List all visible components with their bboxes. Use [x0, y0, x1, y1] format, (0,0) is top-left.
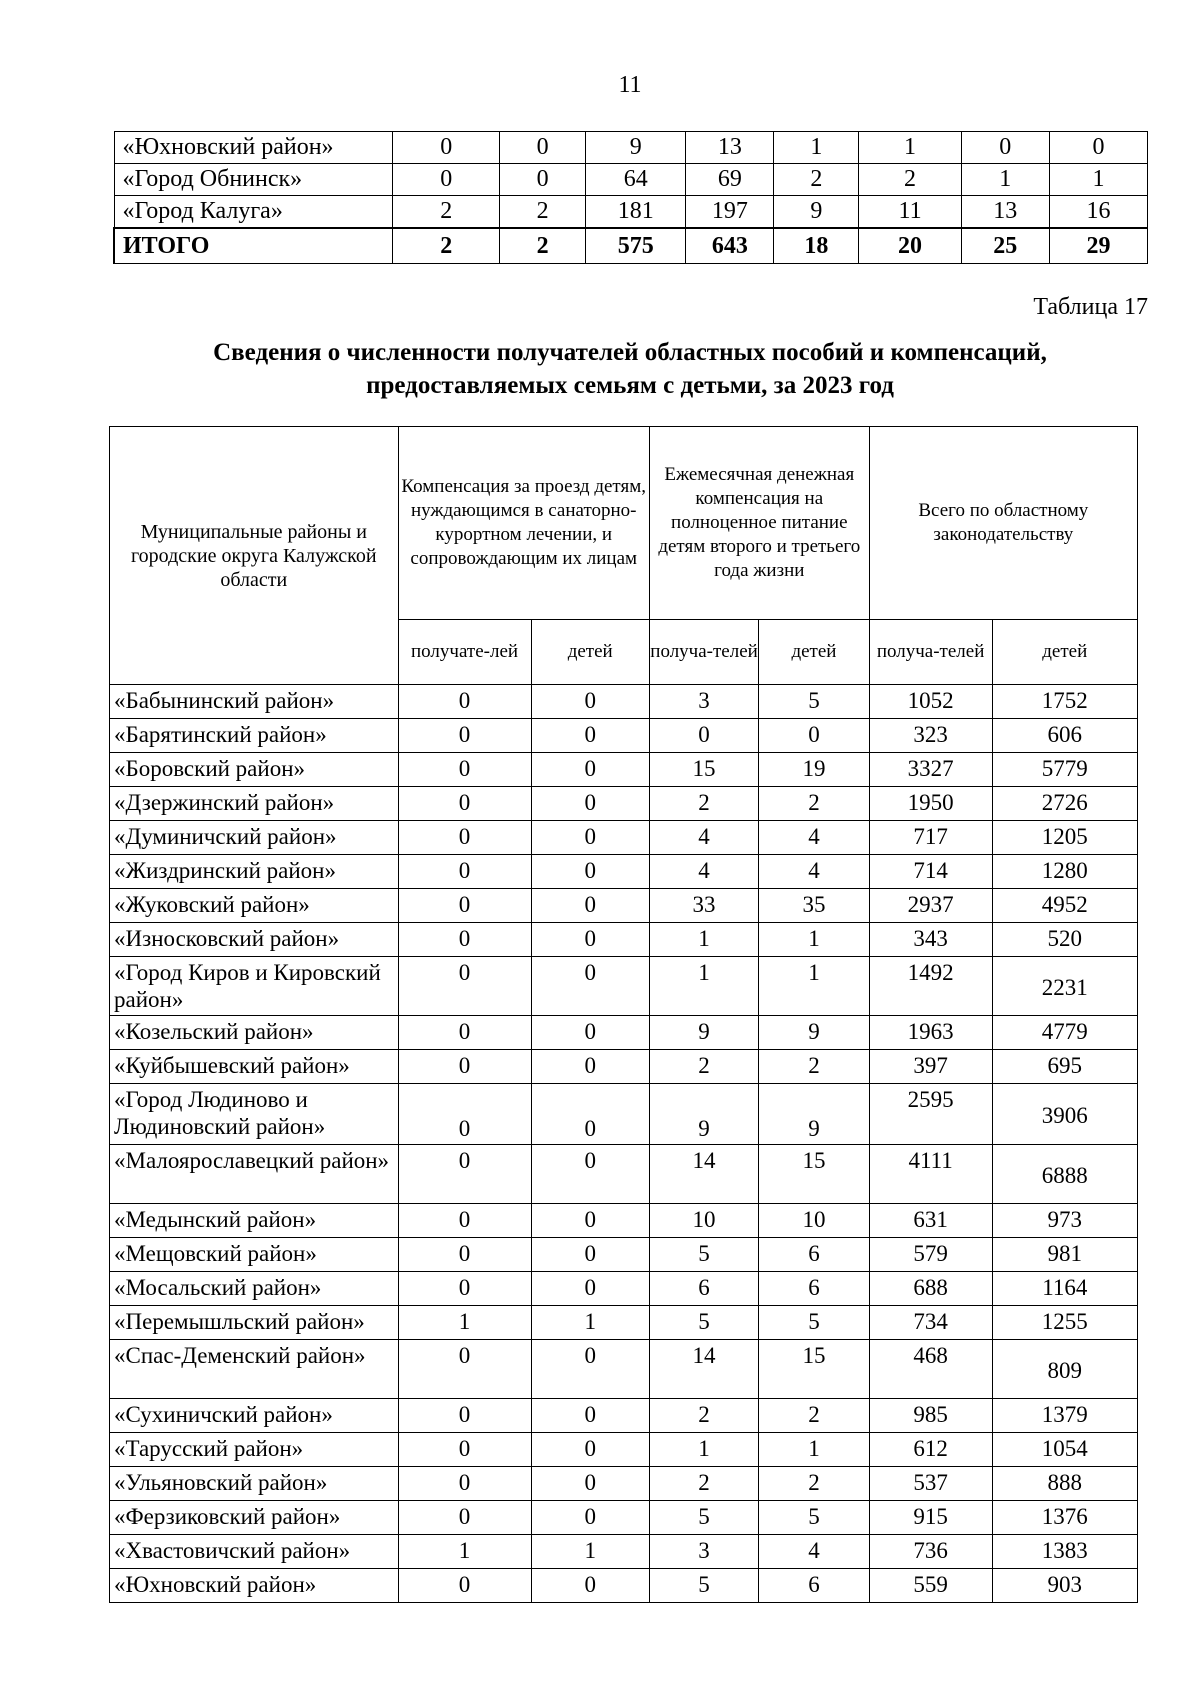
cell-value: 1: [531, 1535, 649, 1569]
cell-value: 9: [759, 1016, 869, 1050]
table-row: [110, 753, 1138, 787]
cell-value: 3: [649, 1535, 758, 1569]
cell-value: 4: [759, 821, 869, 855]
cell-value: 0: [398, 1399, 531, 1433]
subheader-children: детей: [992, 620, 1137, 685]
cell-value: 2: [649, 1399, 758, 1433]
row-name: «Город Киров и Кировский район»: [110, 957, 399, 1016]
cell-value: 197: [686, 196, 774, 229]
table-title-line-1: Сведения о численности получателей областных пособий и компенсаций,: [213, 339, 1047, 366]
table-title-line-2: предоставляемых семьям с детьми, за 2023 год: [366, 372, 894, 399]
cell-value: 16: [1049, 196, 1147, 229]
row-name: «Барятинский район»: [110, 719, 399, 753]
cell-value: 2: [393, 228, 500, 264]
subheader-children: детей: [531, 620, 649, 685]
table-row: [110, 1204, 1138, 1238]
table-label: Таблица 17: [1033, 294, 1148, 320]
table-row: [110, 1306, 1138, 1340]
cell-value: 606: [992, 719, 1137, 753]
cell-value: 0: [398, 957, 531, 1016]
table-row: [110, 719, 1138, 753]
cell-value: 2: [774, 164, 859, 196]
row-name: «Город Обнинск»: [114, 164, 393, 196]
table-row: [110, 1050, 1138, 1084]
cell-value: 0: [398, 1501, 531, 1535]
cell-value: 0: [531, 685, 649, 719]
cell-value: 15: [759, 1340, 869, 1399]
cell-value: 0: [398, 787, 531, 821]
cell-value: 0: [398, 1204, 531, 1238]
page-number: 11: [618, 72, 642, 98]
table-row: [110, 1084, 1138, 1145]
cell-value: 0: [500, 164, 586, 196]
cell-value: 6: [759, 1272, 869, 1306]
cell-value: 1: [759, 923, 869, 957]
cell-value: 0: [398, 1340, 531, 1399]
cell-value: 643: [686, 228, 774, 264]
cell-value: 25: [961, 228, 1049, 264]
row-name: «Медынский район»: [110, 1204, 399, 1238]
row-name: «Юхновский район»: [114, 132, 393, 164]
cell-value: 1: [398, 1306, 531, 1340]
cell-value: 2726: [992, 787, 1137, 821]
cell-value: 5779: [992, 753, 1137, 787]
table-row: [110, 685, 1138, 719]
cell-value: 0: [531, 1050, 649, 1084]
cell-value: 5: [759, 1306, 869, 1340]
cell-value: 1: [649, 957, 758, 1016]
cell-value: 33: [649, 889, 758, 923]
cell-value: 559: [869, 1569, 992, 1603]
cell-value: 5: [649, 1501, 758, 1535]
cell-value: 1: [759, 1433, 869, 1467]
cell-value: 0: [393, 164, 500, 196]
cell-value: 736: [869, 1535, 992, 1569]
cell-value: 0: [531, 787, 649, 821]
cell-value: 1: [859, 132, 961, 164]
cell-value: 4: [649, 821, 758, 855]
cell-value: 2: [649, 787, 758, 821]
cell-value: 0: [500, 132, 586, 164]
row-name: «Мещовский район»: [110, 1238, 399, 1272]
cell-value: 0: [398, 889, 531, 923]
cell-value: 0: [531, 957, 649, 1016]
cell-value: 0: [759, 719, 869, 753]
cell-value: 5: [649, 1306, 758, 1340]
cell-value: 19: [759, 753, 869, 787]
cell-value: 4: [759, 1535, 869, 1569]
table-row: [110, 855, 1138, 889]
cell-value: 612: [869, 1433, 992, 1467]
cell-value: 0: [1049, 132, 1147, 164]
cell-value: 0: [531, 1399, 649, 1433]
cell-value: 2: [393, 196, 500, 229]
cell-value: 1: [759, 957, 869, 1016]
cell-value: 14: [649, 1340, 758, 1399]
cell-value: 1379: [992, 1399, 1137, 1433]
cell-value: 14: [649, 1145, 758, 1204]
cell-value: 537: [869, 1467, 992, 1501]
row-name: «Козельский район»: [110, 1016, 399, 1050]
cell-value: 0: [531, 719, 649, 753]
cell-value: 9: [649, 1084, 758, 1145]
cell-value: 6: [649, 1272, 758, 1306]
cell-value: 0: [398, 923, 531, 957]
cell-value: 1: [398, 1535, 531, 1569]
cell-value: 323: [869, 719, 992, 753]
cell-value: 13: [961, 196, 1049, 229]
cell-value: 579: [869, 1238, 992, 1272]
cell-value: 397: [869, 1050, 992, 1084]
row-name: «Ферзиковский район»: [110, 1501, 399, 1535]
cell-value: 809: [992, 1340, 1137, 1399]
cell-value: 1164: [992, 1272, 1137, 1306]
cell-value: 15: [649, 753, 758, 787]
cell-value: 1963: [869, 1016, 992, 1050]
table-row: [110, 889, 1138, 923]
cell-value: 1376: [992, 1501, 1137, 1535]
header-nutrition-compensation: Ежемесячная денежная компенсация на полноценное питание детям второго и третьего года жизни: [649, 427, 869, 620]
row-name: «Думиничский район»: [110, 821, 399, 855]
cell-value: 0: [398, 1272, 531, 1306]
cell-value: 35: [759, 889, 869, 923]
row-name: «Ульяновский район»: [110, 1467, 399, 1501]
table-row: [110, 1272, 1138, 1306]
cell-value: 520: [992, 923, 1137, 957]
subheader-recipients: получате-лей: [398, 620, 531, 685]
table-row: [110, 1535, 1138, 1569]
cell-value: 888: [992, 1467, 1137, 1501]
cell-value: 0: [398, 855, 531, 889]
cell-value: 0: [398, 719, 531, 753]
cell-value: 0: [531, 1340, 649, 1399]
cell-value: 2: [500, 228, 586, 264]
row-name: «Куйбышевский район»: [110, 1050, 399, 1084]
cell-value: 5: [649, 1238, 758, 1272]
cell-value: 2: [859, 164, 961, 196]
table-row: [110, 923, 1138, 957]
cell-value: 0: [531, 1433, 649, 1467]
row-name: «Мосальский район»: [110, 1272, 399, 1306]
row-name: «Юхновский район»: [110, 1569, 399, 1603]
cell-value: 981: [992, 1238, 1137, 1272]
table-row: [110, 821, 1138, 855]
cell-value: 18: [774, 228, 859, 264]
cell-value: 1: [649, 923, 758, 957]
row-name: «Жиздринский район»: [110, 855, 399, 889]
cell-value: 695: [992, 1050, 1137, 1084]
subheader-recipients: получа-телей: [649, 620, 758, 685]
table-row: [110, 1340, 1138, 1399]
cell-value: 9: [649, 1016, 758, 1050]
cell-value: 343: [869, 923, 992, 957]
subheader-children: детей: [759, 620, 869, 685]
cell-value: 0: [531, 1016, 649, 1050]
cell-value: 0: [393, 132, 500, 164]
top-table-body: [114, 132, 1148, 264]
cell-value: 5: [759, 685, 869, 719]
cell-value: 3906: [992, 1084, 1137, 1145]
cell-value: 69: [686, 164, 774, 196]
cell-value: 1752: [992, 685, 1137, 719]
cell-value: 0: [398, 1016, 531, 1050]
table-row: [110, 787, 1138, 821]
cell-value: 0: [531, 821, 649, 855]
table-title: [0, 336, 1200, 402]
row-name: «Жуковский район»: [110, 889, 399, 923]
cell-value: 0: [531, 1084, 649, 1145]
cell-value: 0: [398, 1084, 531, 1145]
row-name: «Износковский район»: [110, 923, 399, 957]
cell-value: 973: [992, 1204, 1137, 1238]
cell-value: 0: [531, 1467, 649, 1501]
cell-value: 4111: [869, 1145, 992, 1204]
cell-value: 1052: [869, 685, 992, 719]
table-row: [110, 1145, 1138, 1204]
cell-value: 1: [1049, 164, 1147, 196]
cell-value: 688: [869, 1272, 992, 1306]
row-name: «Дзержинский район»: [110, 787, 399, 821]
header-travel-compensation: Компенсация за проезд детям, нуждающимся в санаторно-курортном лечении, и сопровождающим их лицам: [398, 427, 649, 620]
row-name: «Город Калуга»: [114, 196, 393, 229]
cell-value: 985: [869, 1399, 992, 1433]
cell-value: 0: [398, 1238, 531, 1272]
cell-value: 0: [531, 855, 649, 889]
cell-value: 2: [759, 1467, 869, 1501]
cell-value: 2595: [869, 1084, 992, 1145]
cell-value: 734: [869, 1306, 992, 1340]
recipients-table-body: [110, 685, 1138, 1603]
cell-value: 9: [774, 196, 859, 229]
cell-value: 0: [398, 685, 531, 719]
recipients-table: [109, 426, 1138, 1603]
cell-value: 10: [759, 1204, 869, 1238]
cell-value: 468: [869, 1340, 992, 1399]
cell-value: 0: [398, 1467, 531, 1501]
cell-value: 1: [961, 164, 1049, 196]
cell-value: 4: [649, 855, 758, 889]
row-name: ИТОГО: [114, 228, 393, 264]
cell-value: 0: [398, 1145, 531, 1204]
table-row: [114, 228, 1148, 264]
cell-value: 4: [759, 855, 869, 889]
row-name: «Перемышльский район»: [110, 1306, 399, 1340]
row-name: «Тарусский район»: [110, 1433, 399, 1467]
cell-value: 0: [531, 1238, 649, 1272]
cell-value: 5: [759, 1501, 869, 1535]
table-row: [110, 1016, 1138, 1050]
cell-value: 714: [869, 855, 992, 889]
cell-value: 5: [649, 1569, 758, 1603]
cell-value: 631: [869, 1204, 992, 1238]
row-name: «Бабынинский район»: [110, 685, 399, 719]
table-row: [110, 1501, 1138, 1535]
table-row: [114, 196, 1148, 229]
cell-value: 0: [531, 1501, 649, 1535]
cell-value: 6: [759, 1569, 869, 1603]
table-row: [110, 1238, 1138, 1272]
cell-value: 6888: [992, 1145, 1137, 1204]
cell-value: 13: [686, 132, 774, 164]
header-total-regional: Всего по областному законодательству: [869, 427, 1137, 620]
cell-value: 1205: [992, 821, 1137, 855]
row-name: «Боровский район»: [110, 753, 399, 787]
cell-value: 1950: [869, 787, 992, 821]
table-row: [110, 1467, 1138, 1501]
cell-value: 4952: [992, 889, 1137, 923]
cell-value: 2: [649, 1050, 758, 1084]
cell-value: 717: [869, 821, 992, 855]
cell-value: 64: [586, 164, 686, 196]
cell-value: 0: [531, 889, 649, 923]
cell-value: 0: [531, 923, 649, 957]
table-row: [110, 1399, 1138, 1433]
cell-value: 2: [500, 196, 586, 229]
cell-value: 0: [961, 132, 1049, 164]
cell-value: 2: [759, 787, 869, 821]
cell-value: 0: [398, 1433, 531, 1467]
cell-value: 0: [531, 753, 649, 787]
cell-value: 181: [586, 196, 686, 229]
cell-value: 0: [531, 1569, 649, 1603]
cell-value: 6: [759, 1238, 869, 1272]
cell-value: 0: [398, 1569, 531, 1603]
cell-value: 20: [859, 228, 961, 264]
cell-value: 1383: [992, 1535, 1137, 1569]
cell-value: 1: [774, 132, 859, 164]
table-row: [110, 957, 1138, 1016]
cell-value: 1054: [992, 1433, 1137, 1467]
table-row: [114, 132, 1148, 164]
cell-value: 915: [869, 1501, 992, 1535]
cell-value: 15: [759, 1145, 869, 1204]
cell-value: 0: [531, 1272, 649, 1306]
header-municipality: Муниципальные районы и городские округа Калужской области: [110, 427, 399, 685]
cell-value: 2: [649, 1467, 758, 1501]
row-name: «Малоярославецкий район»: [110, 1145, 399, 1204]
table-row: [110, 1433, 1138, 1467]
subheader-recipients: получа-телей: [869, 620, 992, 685]
cell-value: 1: [649, 1433, 758, 1467]
cell-value: 0: [531, 1145, 649, 1204]
cell-value: 0: [398, 821, 531, 855]
table-row: [114, 164, 1148, 196]
cell-value: 9: [759, 1084, 869, 1145]
cell-value: 3: [649, 685, 758, 719]
cell-value: 11: [859, 196, 961, 229]
cell-value: 10: [649, 1204, 758, 1238]
cell-value: 0: [398, 1050, 531, 1084]
cell-value: 1280: [992, 855, 1137, 889]
cell-value: 0: [398, 753, 531, 787]
row-name: «Город Людиново и Людиновский район»: [110, 1084, 399, 1145]
cell-value: 1255: [992, 1306, 1137, 1340]
cell-value: 575: [586, 228, 686, 264]
cell-value: 2231: [992, 957, 1137, 1016]
cell-value: 1: [531, 1306, 649, 1340]
cell-value: 0: [531, 1204, 649, 1238]
cell-value: 4779: [992, 1016, 1137, 1050]
cell-value: 29: [1049, 228, 1147, 264]
table-row: [110, 1569, 1138, 1603]
row-name: «Сухиничский район»: [110, 1399, 399, 1433]
cell-value: 903: [992, 1569, 1137, 1603]
cell-value: 3327: [869, 753, 992, 787]
cell-value: 2937: [869, 889, 992, 923]
top-continuation-table: [113, 131, 1148, 264]
row-name: «Хвастовичский район»: [110, 1535, 399, 1569]
cell-value: 2: [759, 1050, 869, 1084]
cell-value: 0: [649, 719, 758, 753]
cell-value: 1492: [869, 957, 992, 1016]
cell-value: 9: [586, 132, 686, 164]
cell-value: 2: [759, 1399, 869, 1433]
row-name: «Спас-Деменский район»: [110, 1340, 399, 1399]
